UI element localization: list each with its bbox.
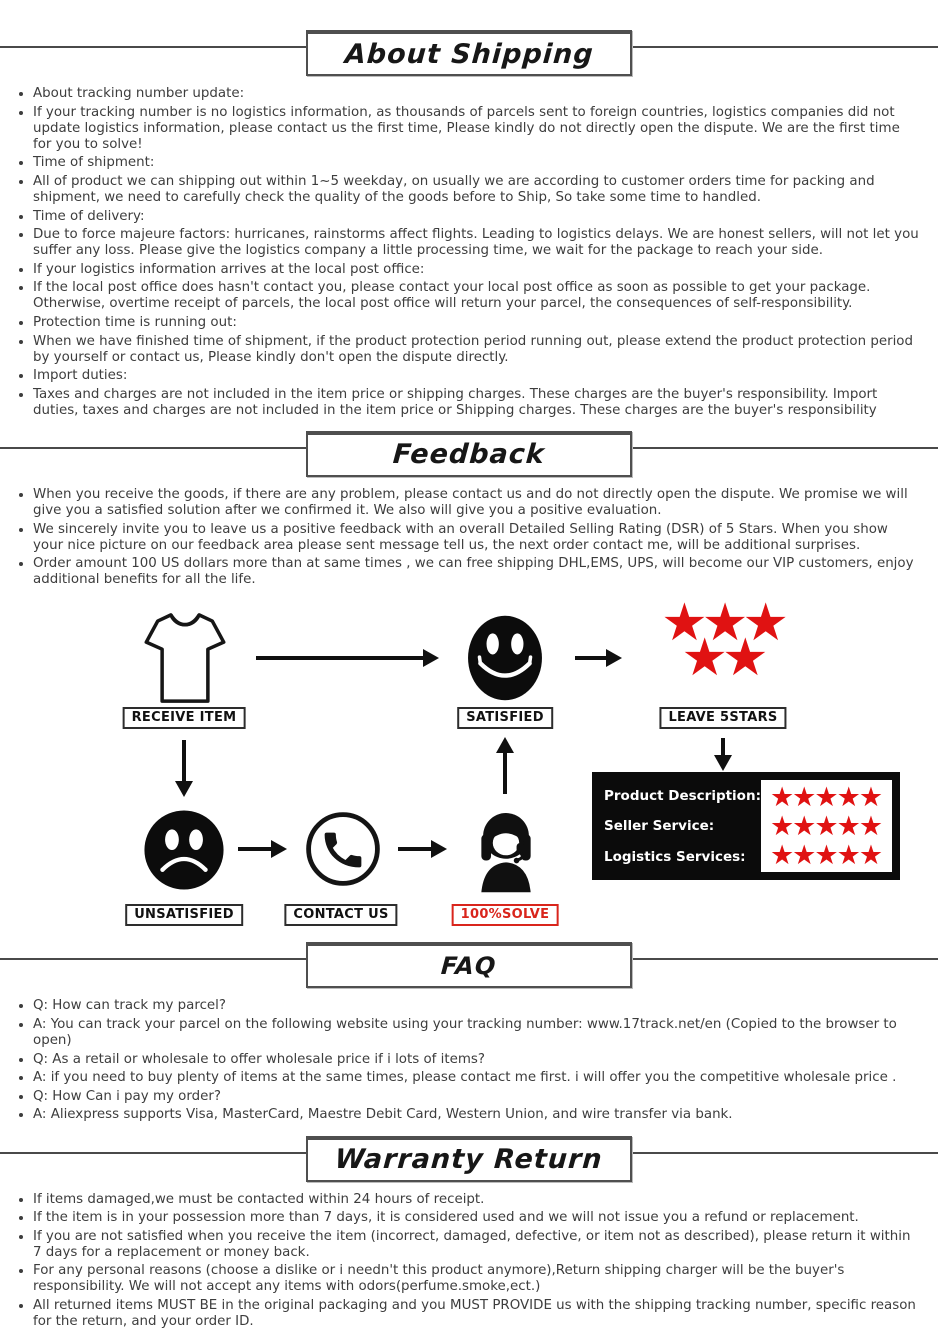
star-icon: ★ (859, 813, 883, 840)
dsr-rating-labels (604, 780, 761, 872)
shipping-item: • If your tracking number is no logistics information, as thousands of parcels sent to foreign countries, logistics companies did not update logistics information, please contact us the first time, Please kindly do not directly open the dispute. We are the first time for you to solve! (33, 105, 920, 153)
shipping-item: • Taxes and charges are not included in the item price or shipping charges. These charges are the buyer's responsibility. Import duties, taxes and charges are not included in the item price or Shipping charges. These charges are the buyer's responsibility (33, 387, 920, 419)
shipping-item: • Time of delivery: (33, 209, 920, 225)
star-icon: ★ (814, 842, 838, 869)
star-icon: ★ (837, 842, 861, 869)
five-stars-icon (645, 602, 805, 679)
solve-label: 100%SOLVE (452, 904, 559, 926)
section-header-warranty (0, 1134, 938, 1184)
shipping-item: • Time of shipment: (33, 155, 920, 171)
rating-row-label: Product Description: (604, 788, 761, 804)
dsr-rating-stars-panel (761, 780, 892, 872)
star-icon: ★ (702, 602, 749, 645)
warranty-title-box (306, 1136, 632, 1182)
rating-row-label: Seller Service: (604, 818, 761, 834)
shipping-item: • If the local post office does hasn't contact you, please contact your local post office as soon as possible to get your package. Otherwise, overtime receipt of parcels, the local post office will return your parcel, the consequences of self-responsibility. (33, 280, 920, 312)
rating-stars-row (771, 784, 882, 811)
unsatisfied-sad-face-icon (141, 807, 227, 893)
feedback-item: • We sincerely invite you to leave us a positive feedback with an overall Detailed Selling Rating (DSR) of 5 Stars. When you show your nice picture on our feedback area please sent message tell us, the next order contact me, will be additional surprises. (33, 522, 920, 554)
shipping-item: • Due to force majeure factors: hurricanes, rainstorms affect flights. Leading to logistics delays. We are honest sellers, will not let you suffer any loss. Please give the logistics company a little processing time, we wait for the package to reach your side. (33, 227, 920, 259)
warranty-item: • If the item is in your possession more than 7 days, it is considered used and we will not issue you a refund or replacement. (33, 1210, 920, 1226)
star-icon: ★ (837, 813, 861, 840)
faq-item: • A: You can track your parcel on the following website using your tracking number: www.17track.net/en (Copied to the browser to open) (33, 1017, 920, 1049)
arrow-up-icon (503, 752, 507, 794)
section-header-feedback (0, 429, 938, 479)
shipping-item: • All of product we can shipping out within 1~5 weekday, on usually we are according to customer orders time for packing and shipment, we need to carefully check the quality of the goods before to Ship, So take some time to handled. (33, 174, 920, 206)
star-icon: ★ (859, 842, 883, 869)
star-icon: ★ (792, 842, 816, 869)
rating-stars-row (771, 842, 882, 869)
section-header-faq (0, 940, 938, 990)
feedback-flowchart (0, 602, 938, 940)
star-icon: ★ (681, 637, 728, 680)
satisfied-label: SATISFIED (457, 707, 553, 729)
section-header-shipping (0, 28, 938, 78)
star-icon: ★ (742, 602, 789, 645)
star-icon: ★ (792, 784, 816, 811)
dsr-rating-box (592, 772, 900, 880)
feedback-item: • When you receive the goods, if there are any problem, please contact us and do not directly open the dispute. We promise we will give you a satisfied solution after we confirmed it. We also will give you a positive evaluation. (33, 487, 920, 519)
star-icon: ★ (770, 784, 794, 811)
star-icon: ★ (837, 784, 861, 811)
warranty-item: • All returned items MUST BE in the original packaging and you MUST PROVIDE us with the shipping tracking number, specific reason for the return, and your order ID. (33, 1298, 920, 1330)
warranty-title: Warranty Return (334, 1144, 604, 1175)
contact-phone-icon (303, 809, 383, 889)
warranty-item: • If you are not satisfied when you receive the item (incorrect, damaged, defective, or item not as described), please return it within 7 days for a replacement or money back. (33, 1229, 920, 1261)
shipping-item: • About tracking number update: (33, 86, 920, 102)
shipping-item: • Protection time is running out: (33, 315, 920, 331)
tshirt-icon (141, 608, 229, 708)
receive-item-label: RECEIVE ITEM (123, 707, 246, 729)
faq-title: FAQ (440, 952, 497, 980)
star-icon: ★ (770, 813, 794, 840)
faq-item: • Q: How can track my parcel? (33, 998, 920, 1014)
faq-item: • A: if you need to buy plenty of items at the same times, please contact me first. i will offer you the competitive wholesale price . (33, 1070, 920, 1086)
warranty-bullet-list (0, 1192, 920, 1330)
rating-stars-row (771, 813, 882, 840)
arrow-right-icon (398, 847, 432, 851)
star-icon: ★ (770, 842, 794, 869)
arrow-right-icon (256, 656, 424, 660)
faq-title-box (306, 942, 632, 988)
star-icon: ★ (814, 784, 838, 811)
feedback-bullet-list (0, 487, 920, 588)
leave-5stars-label: LEAVE 5STARS (659, 707, 786, 729)
unsatisfied-label: UNSATISFIED (125, 904, 243, 926)
warranty-item: • For any personal reasons (choose a dislike or i needn't this product anymore),Return shipping charger will be the buyer's responsibility. We will not accept any items with odors(perfume.smoke,ect.) (33, 1263, 920, 1295)
warranty-item: • If items damaged,we must be contacted within 24 hours of receipt. (33, 1192, 920, 1208)
faq-item: • Q: As a retail or wholesale to offer wholesale price if i lots of items? (33, 1052, 920, 1068)
arrow-right-icon (575, 656, 607, 660)
faq-item: • Q: How Can i pay my order? (33, 1089, 920, 1105)
star-icon: ★ (722, 637, 769, 680)
shipping-title-box (306, 30, 632, 76)
shipping-title: About Shipping (344, 39, 595, 70)
faq-item: • A: Aliexpress supports Visa, MasterCard, Maestre Debit Card, Western Union, and wire transfer via bank. (33, 1107, 920, 1123)
contact-us-label: CONTACT US (284, 904, 397, 926)
shipping-bullet-list (0, 86, 920, 419)
feedback-title: Feedback (392, 439, 546, 470)
feedback-item: • Order amount 100 US dollars more than at same times , we can free shipping DHL,EMS, UPS, will become our VIP customers, enjoy additional benefits for all the life. (33, 556, 920, 588)
rating-row-label: Logistics Services: (604, 849, 761, 865)
star-icon: ★ (814, 813, 838, 840)
shipping-item: • Import duties: (33, 368, 920, 384)
customer-service-agent-icon (462, 804, 550, 896)
star-icon: ★ (661, 602, 708, 645)
arrow-down-icon (182, 740, 186, 782)
arrow-down-icon (721, 738, 725, 756)
shipping-item: • If your logistics information arrives at the local post office: (33, 262, 920, 278)
satisfied-smiley-icon (461, 612, 549, 704)
shipping-item: • When we have finished time of shipment, if the product protection period running out, please extend the product protection period by yourself or contact us, Please kindly don't open the dispute directly. (33, 334, 920, 366)
faq-bullet-list (0, 998, 920, 1123)
feedback-title-box (306, 431, 632, 477)
star-icon: ★ (859, 784, 883, 811)
arrow-right-icon (238, 847, 272, 851)
star-icon: ★ (792, 813, 816, 840)
